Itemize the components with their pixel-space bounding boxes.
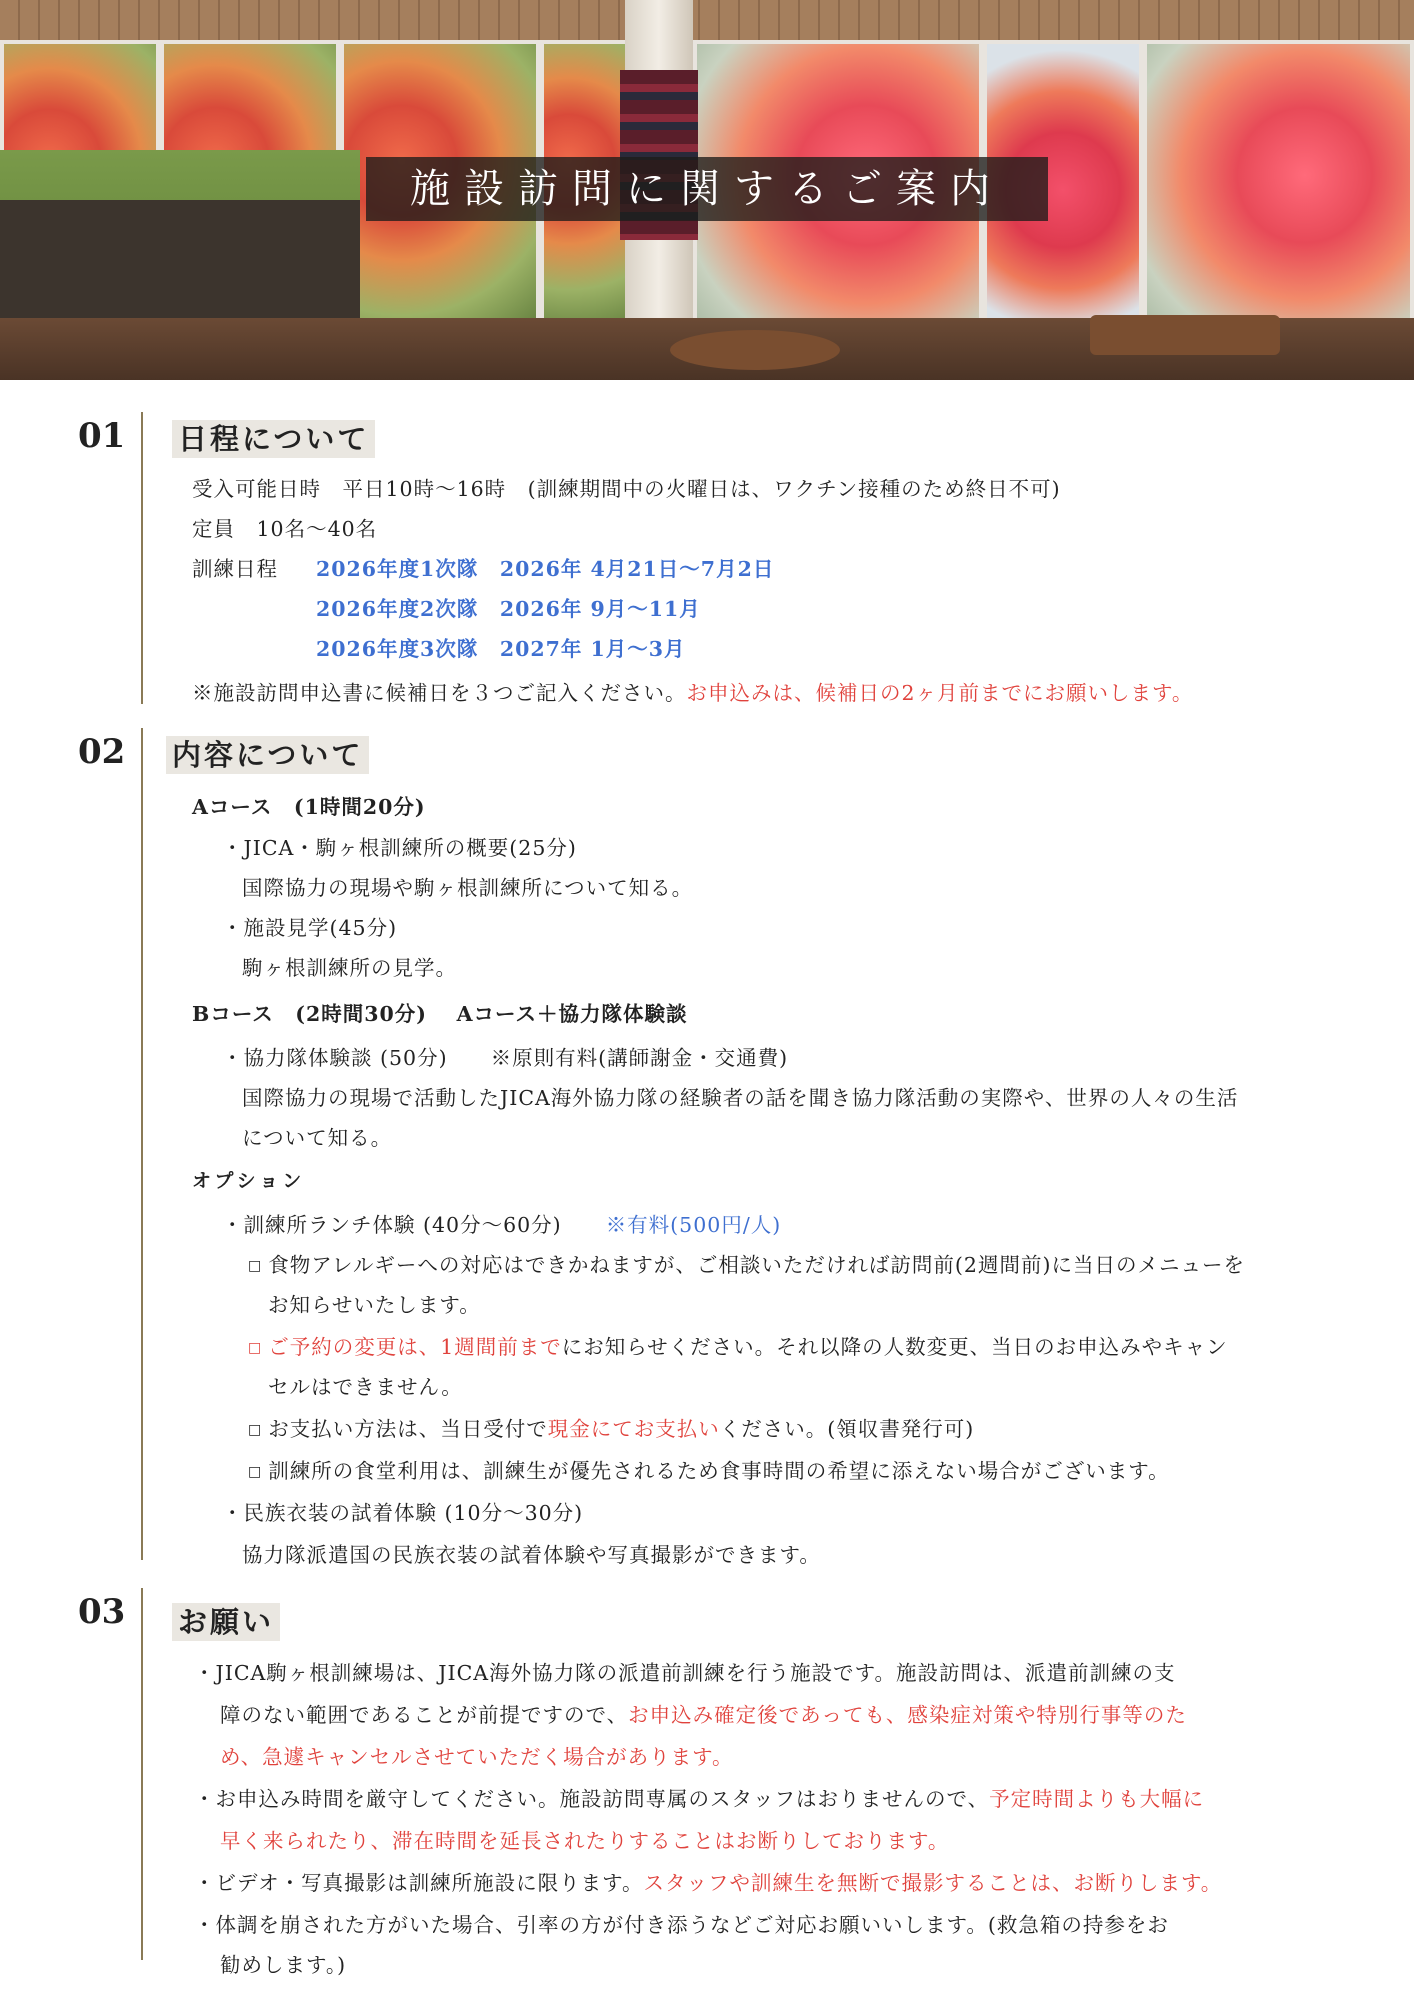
course-item-desc: について知る。 [242,1126,393,1150]
request-item-cont: 勧めします。) [220,1953,347,1977]
window-pane [1143,40,1414,340]
section-heading: 日程について [172,420,375,458]
section-number: 02 [78,732,126,772]
section-divider-line [141,412,143,704]
square-bullet-icon: □ [248,1464,263,1480]
request-item: ・体調を崩された方がいた場合、引率の方が付き添うなどご対応お願いいします。(救急箱の持参をお [194,1913,1169,1937]
request-item-cont: め、急遽キャンセルさせていただく場合があります。 [220,1745,734,1769]
section-number: 01 [78,416,126,456]
hero-photo [0,0,1414,380]
option-note: □ 食物アレルギーへの対応はできかねますが、ご相談いただければ訪問前(2週間前)に当日のメニューを [248,1253,1245,1277]
option-note: □ お支払い方法は、当日受付で現金にてお支払いください。(領収書発行可) [248,1417,975,1441]
course-item: ・施設見学(45分) [222,916,398,940]
section-divider-line [141,1588,143,1960]
course-item-desc: 国際協力の現場で活動したJICA海外協力隊の経験者の話を聞き協力隊活動の実際や、世界の人々の生活 [242,1086,1239,1110]
course-item: ・協力隊体験談 (50分) ※原則有料(講師謝金・交通費) [222,1046,789,1070]
section-number: 03 [78,1592,126,1632]
option-note-cont: お知らせいたします。 [268,1293,481,1317]
course-a-title: Aコース (1時間20分) [192,795,426,819]
course-item: ・JICA・駒ヶ根訓練所の概要(25分) [222,836,577,860]
request-item-cont: 障のない範囲であることが前提ですので、お申込み確定後であっても、感染症対策や特別行事等のた [220,1703,1187,1727]
option-note-cont: セルはできません。 [268,1375,463,1399]
schedule-item: 2026年度1次隊 2026年 4月21日～7月2日 [316,557,775,581]
square-bullet-icon: □ [248,1422,263,1438]
option-title: オプション [192,1170,306,1192]
table [1090,315,1280,355]
option-item-desc: 協力隊派遣国の民族衣装の試着体験や写真撮影ができます。 [242,1543,821,1567]
course-item-desc: 国際協力の現場や駒ヶ根訓練所について知る。 [242,876,694,900]
section-heading: 内容について [166,736,369,774]
section-heading: お願い [172,1603,280,1641]
request-item: ・JICA駒ヶ根訓練場は、JICA海外協力隊の派遣前訓練を行う施設です。施設訪問は、派遣前訓練の支 [194,1661,1176,1685]
square-bullet-icon: □ [248,1340,263,1356]
page-title: 施設訪問に関するご案内 [366,157,1048,221]
option-note: □ 訓練所の食堂利用は、訓練生が優先されるため食事時間の希望に添えない場合がございます。 [248,1459,1170,1483]
request-item: ・ビデオ・写真撮影は訓練所施設に限ります。スタッフや訓練生を無断で撮影することは、お断りします。 [194,1871,1223,1895]
deadline-note: お申込みは、候補日の2ヶ月前までにお願いします。 [686,681,1194,705]
acceptance-hours: 受入可能日時 平日10時～16時 (訓練期間中の火曜日は、ワクチン接種のため終日不可) [192,477,1061,501]
schedule-item: 2026年度2次隊 2026年 9月～11月 [316,597,701,621]
request-item: ・お申込み時間を厳守してください。施設訪問専属のスタッフはおりませんので、予定時間よりも大幅に [194,1787,1205,1811]
option-item: ・民族衣装の試着体験 (10分～30分) [222,1501,584,1525]
schedule-item: 2026年度3次隊 2027年 1月～3月 [316,637,686,661]
ceiling [0,0,1414,40]
course-item-desc: 駒ヶ根訓練所の見学。 [242,956,457,980]
request-item-cont: 早く来られたり、滞在時間を延長されたりすることはお断りしております。 [220,1829,950,1853]
square-bullet-icon: □ [248,1258,263,1274]
round-table [670,330,840,370]
option-item: ・訓練所ランチ体験 (40分～60分) ※有料(500円/人) [222,1213,782,1237]
application-note: ※施設訪問申込書に候補日を３つご記入ください。お申込みは、候補日の2ヶ月前までにお願いします。 [192,681,1194,705]
schedule-label: 訓練日程 [192,557,278,581]
capacity: 定員 10名～40名 [192,517,378,541]
course-b-title: Bコース (2時間30分) Aコース＋協力隊体験談 [192,1002,688,1026]
fee-note: ※有料(500円/人) [605,1213,782,1237]
option-note: □ ご予約の変更は、1週間前までにお知らせください。それ以降の人数変更、当日のお申込みやキャン [248,1335,1228,1359]
section-divider-line [141,728,143,1560]
